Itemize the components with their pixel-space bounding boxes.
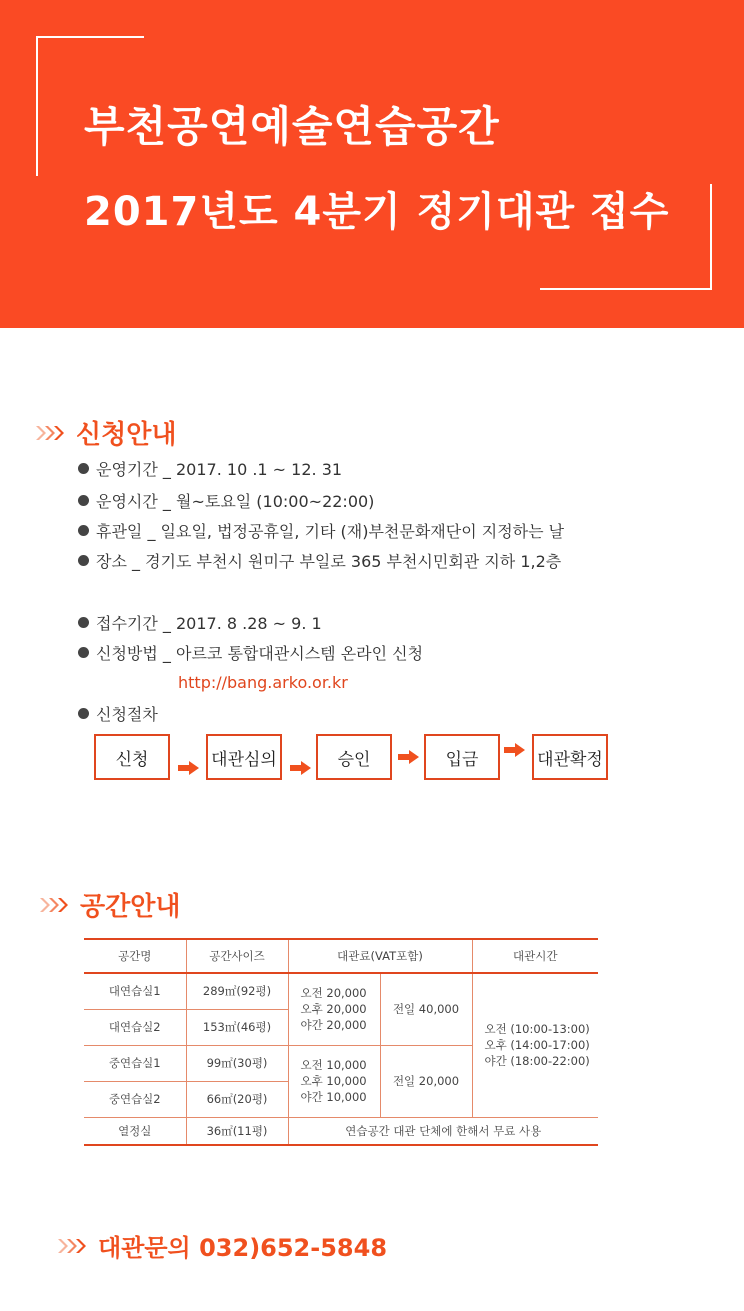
arrow-right-icon: [178, 760, 200, 779]
fee-breakdown: 오전 10,000 오후 10,000 야간 10,000: [288, 1045, 380, 1117]
list-item: 휴관일 _ 일요일, 법정공휴일, 기타 (재)부천문화재단이 지정하는 날: [78, 519, 564, 542]
list-item: 운영시간 _ 월~토요일 (10:00~22:00): [78, 489, 374, 512]
space-name: 대연습실1: [84, 973, 186, 1009]
bullet-icon: [78, 463, 89, 474]
frame-corner-bottom-right: [540, 288, 712, 290]
space-size: 66㎡(20평): [186, 1081, 288, 1117]
application-url-link[interactable]: http://bang.arko.or.kr: [178, 673, 348, 692]
list-item: 운영기간 _ 2017. 10 .1 ~ 12. 31: [78, 457, 342, 480]
arrow-right-icon: [504, 742, 526, 761]
procedure-step: 신청: [94, 734, 170, 780]
fee-all-day: 전일 20,000: [380, 1045, 472, 1117]
bullet-icon: [78, 495, 89, 506]
free-use-note: 연습공간 대관 단체에 한해서 무료 사용: [288, 1117, 598, 1145]
page-subtitle: 2017년도 4분기 정기대관 접수: [84, 189, 670, 235]
frame-corner-top-left-vertical: [36, 36, 38, 176]
bullet-icon: [78, 647, 89, 658]
list-item: 접수기간 _ 2017. 8 .28 ~ 9. 1: [78, 611, 322, 634]
space-size: 153㎡(46평): [186, 1009, 288, 1045]
chevron-right-icon: [36, 424, 66, 442]
contact-info: [58, 1228, 387, 1263]
header-banner: [0, 0, 744, 328]
frame-corner-bottom-right-vertical: [710, 184, 712, 290]
space-section-heading: [40, 886, 180, 923]
space-name: 대연습실2: [84, 1009, 186, 1045]
section-title: 신청안내: [76, 420, 177, 450]
chevron-right-icon: [58, 1237, 88, 1255]
space-size: 289㎡(92평): [186, 973, 288, 1009]
section-title: 공간안내: [80, 892, 181, 922]
list-item: 신청절차: [78, 702, 158, 725]
contact-phone: 대관문의 032)652-5848: [98, 1234, 388, 1262]
arrow-right-icon: [290, 760, 312, 779]
column-header: 공간명: [84, 939, 186, 973]
column-header: 공간사이즈: [186, 939, 288, 973]
chevron-right-icon: [40, 896, 70, 914]
space-table: [84, 938, 598, 1146]
fee-breakdown: 오전 20,000 오후 20,000 야간 20,000: [288, 973, 380, 1045]
column-header: 대관시간: [472, 939, 598, 973]
table-row: [84, 1117, 598, 1145]
space-name: 열정실: [84, 1117, 186, 1145]
space-name: 중연습실1: [84, 1045, 186, 1081]
table-row: [84, 973, 598, 1009]
procedure-step: 대관확정: [532, 734, 608, 780]
arrow-right-icon: [398, 749, 420, 768]
column-header: 대관료(VAT포함): [288, 939, 472, 973]
bullet-icon: [78, 525, 89, 536]
procedure-step: 승인: [316, 734, 392, 780]
application-section-heading: [36, 414, 176, 451]
fee-all-day: 전일 40,000: [380, 973, 472, 1045]
procedure-step: 대관심의: [206, 734, 282, 780]
space-name: 중연습실2: [84, 1081, 186, 1117]
list-item: 신청방법 _ 아르코 통합대관시스템 온라인 신청: [78, 641, 423, 664]
frame-corner-top-left: [36, 36, 144, 38]
bullet-icon: [78, 617, 89, 628]
bullet-icon: [78, 555, 89, 566]
procedure-step: 입금: [424, 734, 500, 780]
rental-hours: 오전 (10:00-13:00) 오후 (14:00-17:00) 야간 (18:00-22:00): [472, 973, 598, 1117]
bullet-icon: [78, 708, 89, 719]
space-size: 99㎡(30평): [186, 1045, 288, 1081]
list-item: 장소 _ 경기도 부천시 원미구 부일로 365 부천시민회관 지하 1,2층: [78, 549, 561, 572]
space-size: 36㎡(11평): [186, 1117, 288, 1145]
page-title: 부천공연예술연습공간: [84, 102, 500, 151]
table-header-row: [84, 939, 598, 973]
